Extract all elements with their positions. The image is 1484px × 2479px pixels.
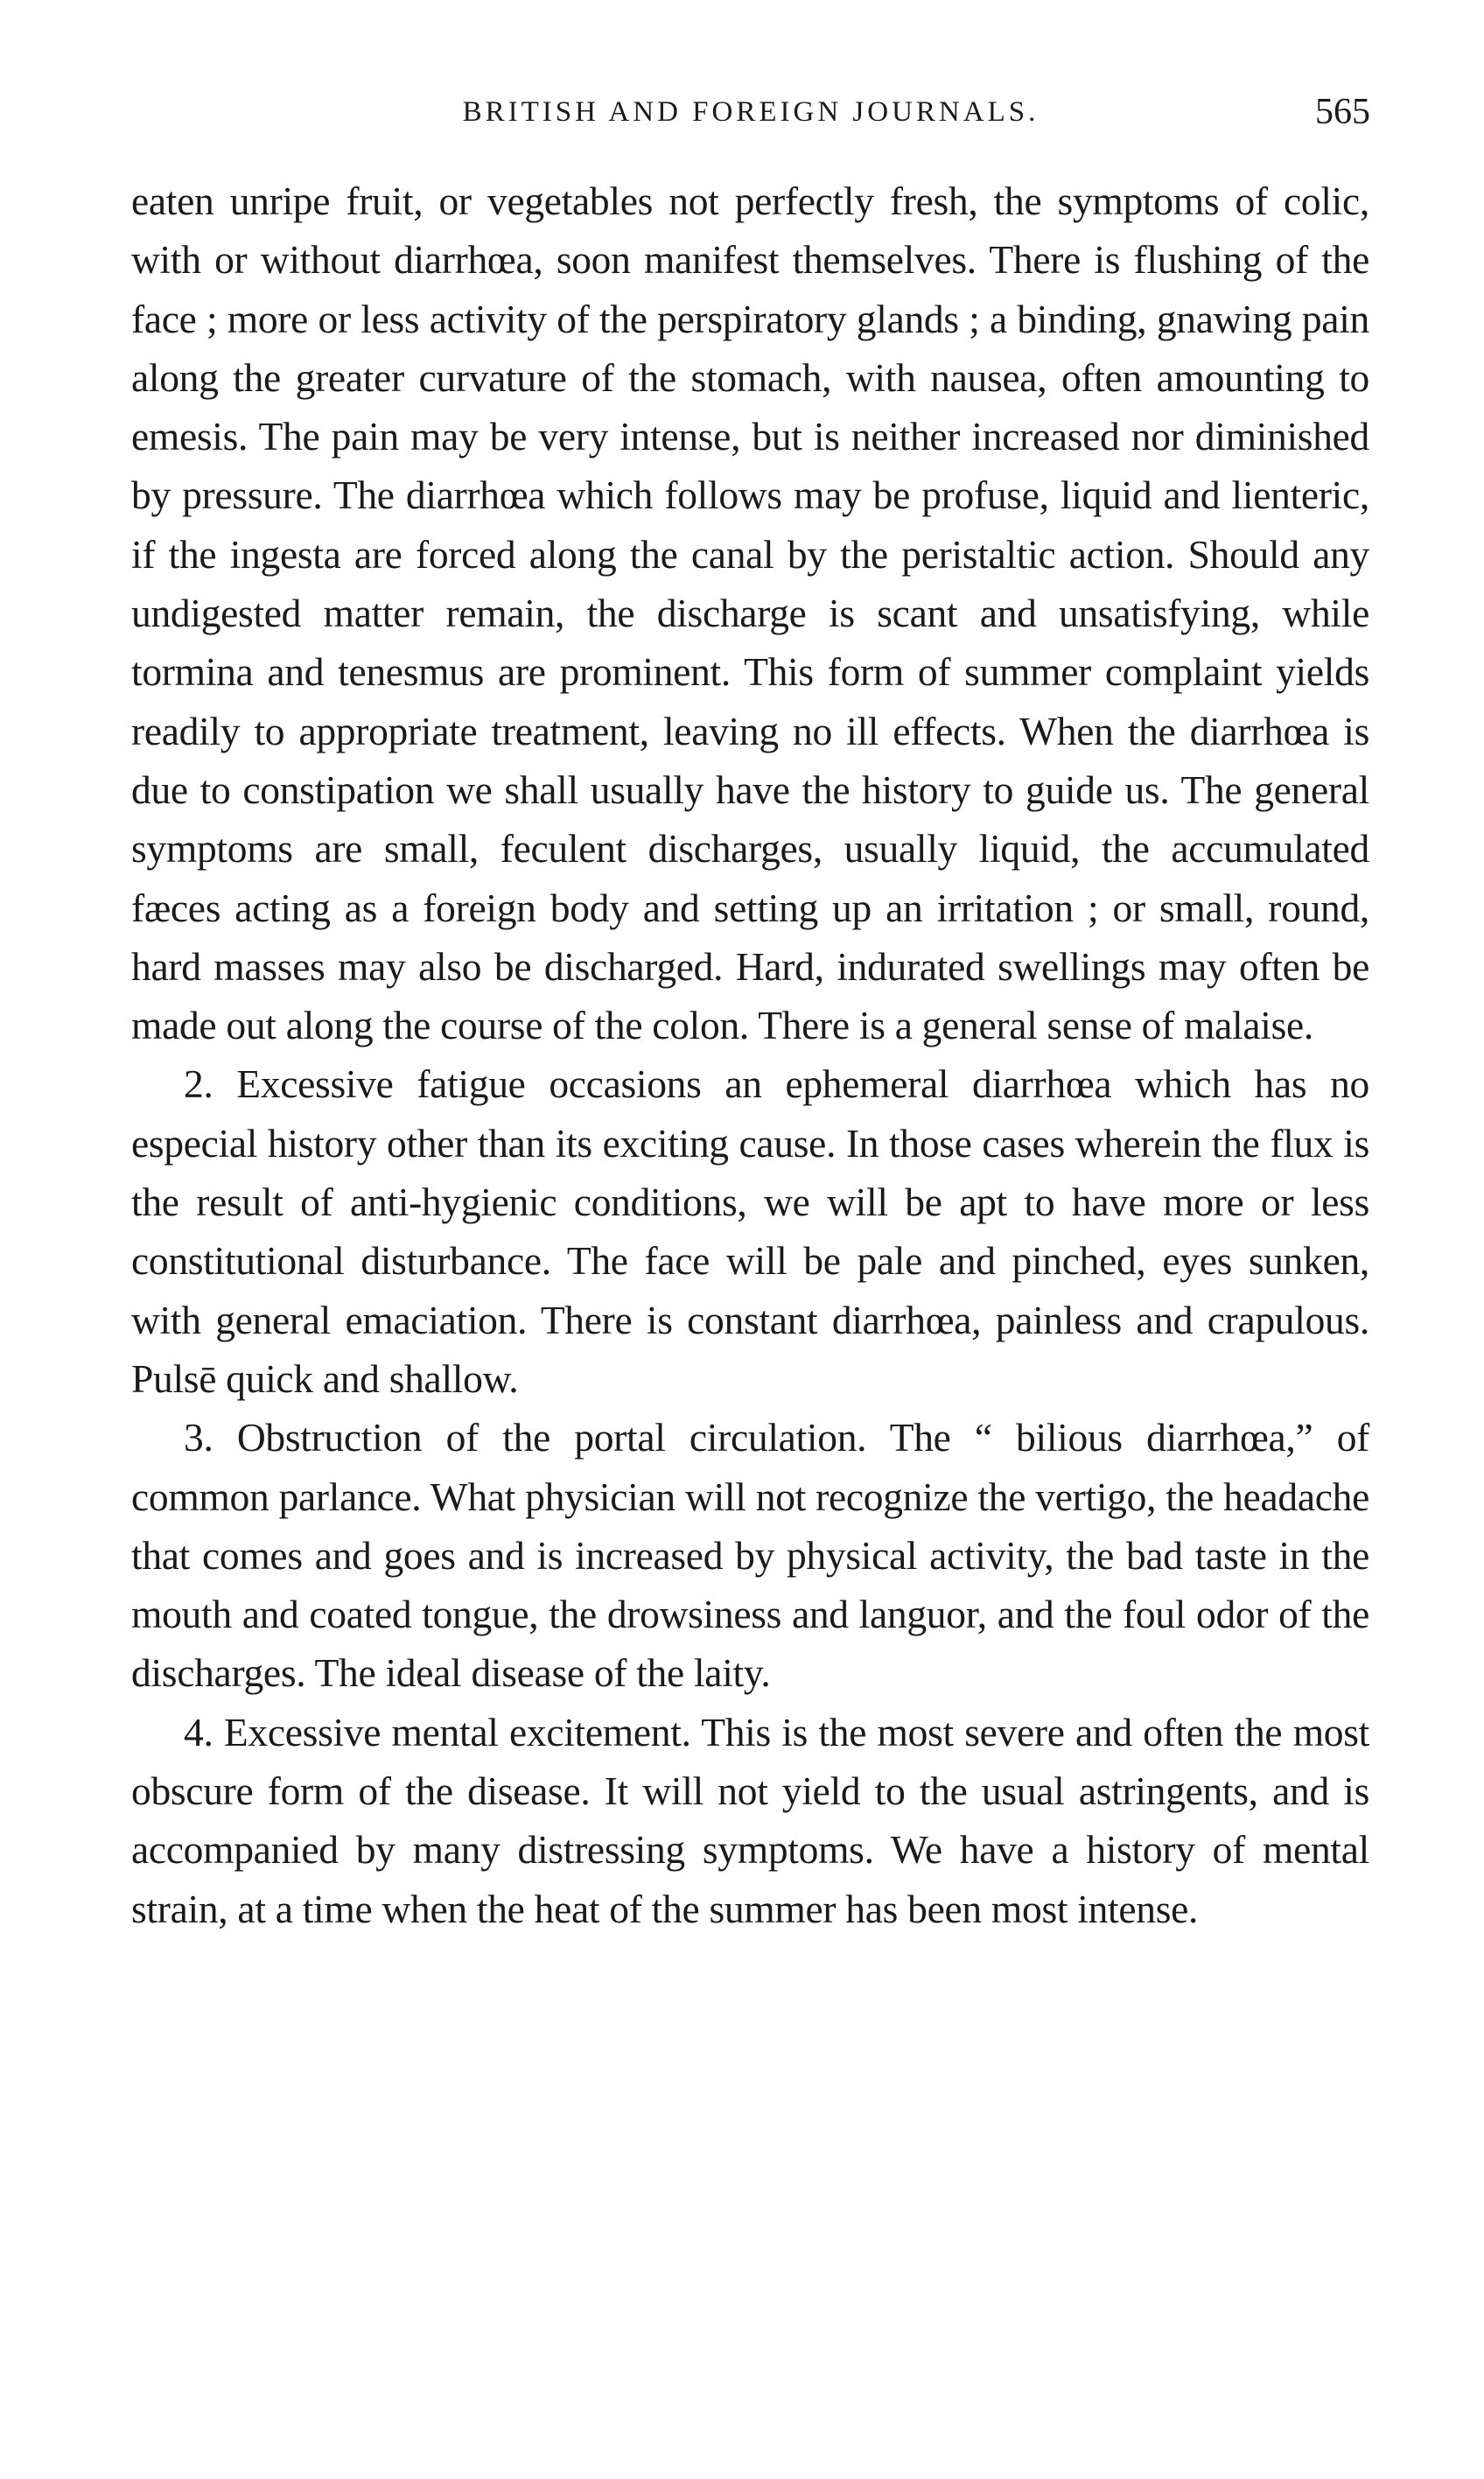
page-number: 565 — [1315, 92, 1370, 132]
running-title: BRITISH AND FOREIGN JOURNALS. — [462, 96, 1040, 128]
paragraph-item-3: 3. Obstruction of the portal circulation. The “ bilious diarrhœa,” of common parlance. What physician will not recognize the vertigo, the headache that comes and goes and is increased by physical activity, the bad taste in the mouth and coated tongue, the drowsiness and languor, and the foul odor of the discharges. The ideal disease of the laity. — [131, 1415, 1369, 1696]
paragraph-item-4: 4. Excessive mental excitement. This is the most severe and often the most obscure form of the disease. It will not yield to the usual astringents, and is accompanied by many distressing symptoms. We have a history of mental strain, at a time when the heat of the summer has been most intense. — [131, 1709, 1369, 1931]
paragraph-item-2: 2. Excessive fatigue occasions an ephemeral diarrhœa which has no especial history other than its exciting cause. In those cases wherein the flux is the result of anti-hygienic conditions, we will be apt to have more or less constitutional disturbance. The face will be pale and pinched, eyes sunken, with general emaciation. There is constant diarrhœa, painless and crapulous. Pulsē quick and shallow. — [131, 1061, 1369, 1401]
paragraph-continuation: eaten unripe fruit, or vegetables not perfectly fresh, the symptoms of colic, with or without diarrhœa, soon manifest themselves. There is flushing of the face ; more or less activity of the perspiratory glands ; a binding, gnawing pain along the greater curvature of the stomach, with nausea, often amounting to emesis. The pain may be very intense, but is neither increased nor diminished by pressure. The diarrhœa which follows may be profuse, liquid and lienteric, if the ingesta are forced along the canal by the peristaltic action. Should any undigested matter remain, the discharge is scant and unsatisfying, while tormina and tenesmus are prominent. This form of summer complaint yields readily to appropriate treatment, leaving no ill effects. When the diarrhœa is due to constipation we shall usually have the history to guide us. The general symptoms are small, feculent discharges, usually liquid, the accumulated fæces acting as a foreign body and setting up an irritation ; or small, round, hard masses may also be discharged. Hard, indurated swellings may often be made out along the course of the colon. There is a general sense of malaise. — [131, 179, 1369, 1048]
body-text — [131, 172, 1369, 1938]
running-head — [131, 86, 1370, 138]
